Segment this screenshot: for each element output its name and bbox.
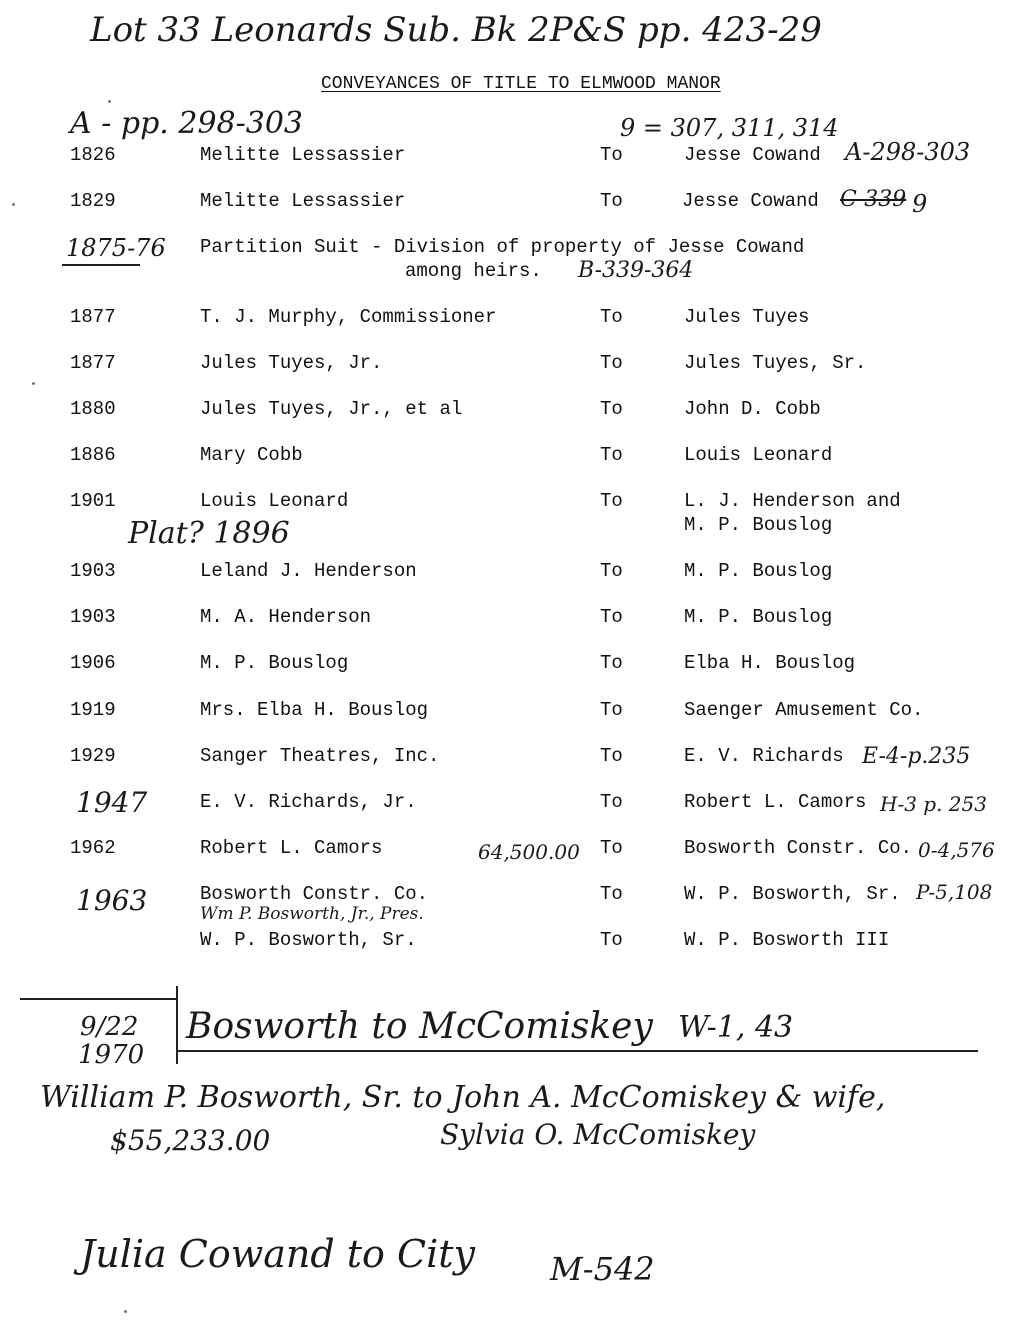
handwritten-row-year: 1875-76 xyxy=(66,234,166,262)
row-grantor: M. A. Henderson xyxy=(200,606,372,628)
row-grantor: W. P. Bosworth, Sr. xyxy=(200,929,417,951)
row-grantor: Melitte Lessassier xyxy=(200,144,406,166)
row-year: 1826 xyxy=(70,144,116,166)
row-grantor: M. P. Bouslog xyxy=(200,652,349,674)
handwritten-row-note: A-298-303 xyxy=(845,138,971,166)
row-grantee: John D. Cobb xyxy=(684,398,821,420)
handwritten-struck-note: C-339 xyxy=(840,187,907,212)
row-year: 1903 xyxy=(70,606,116,628)
handwritten-row-note: Plat? 1896 xyxy=(128,516,290,551)
page-title: CONVEYANCES OF TITLE TO ELMWOOD MANOR xyxy=(321,74,721,94)
row-grantee: W. P. Bosworth III xyxy=(684,929,890,951)
row-grantor: Sanger Theatres, Inc. xyxy=(200,745,440,767)
handwritten-footer-year: 1970 xyxy=(78,1040,145,1070)
handwritten-row-note: P-5,108 xyxy=(916,880,993,904)
row-grantor: Jules Tuyes, Jr., et al xyxy=(200,398,463,420)
row-connector: To xyxy=(600,699,623,721)
row-grantee: Jesse Cowand xyxy=(684,144,821,166)
row-connector: To xyxy=(600,560,623,582)
handwritten-footer-spouse: Sylvia O. McComiskey xyxy=(440,1118,756,1151)
scan-speck xyxy=(108,100,111,103)
handwritten-box-text: Bosworth to McComiskey xyxy=(186,1006,653,1047)
row-grantor: Leland J. Henderson xyxy=(200,560,417,582)
handwritten-box-ref: W-1, 43 xyxy=(678,1010,794,1045)
handwritten-row-note: E-4-p.235 xyxy=(862,744,971,769)
row-year: 1886 xyxy=(70,444,116,466)
row-grantee: Bosworth Constr. Co. xyxy=(684,837,913,859)
row-connector: To xyxy=(600,144,623,166)
row-grantor: T. J. Murphy, Commissioner xyxy=(200,306,497,328)
row-grantee: Jules Tuyes xyxy=(684,306,810,328)
row-grantee: Elba H. Bouslog xyxy=(684,652,856,674)
handwritten-row-note: B-339-364 xyxy=(578,258,694,283)
row-connector: To xyxy=(600,490,623,512)
row-grantor: Mary Cobb xyxy=(200,444,303,466)
handwritten-grantor-note: Wm P. Bosworth, Jr., Pres. xyxy=(200,904,424,924)
handwritten-header-note: Lot 33 Leonards Sub. Bk 2P&S pp. 423-29 xyxy=(90,10,822,50)
row-grantee: M. P. Bouslog xyxy=(684,606,833,628)
row-grantee: W. P. Bosworth, Sr. xyxy=(684,883,901,905)
row-connector: To xyxy=(600,606,623,628)
row-connector: To xyxy=(600,745,623,767)
row-grantee: M. P. Bouslog xyxy=(684,560,833,582)
handwritten-sale-price: 64,500.00 xyxy=(478,840,580,864)
handwritten-footer-line1: William P. Bosworth, Sr. to John A. McComiskey & wife, xyxy=(40,1080,886,1115)
handwritten-footer-amount: $55,233.00 xyxy=(110,1124,271,1157)
row-connector: To xyxy=(600,444,623,466)
handwritten-row-note: 0-4,576 xyxy=(918,838,995,862)
row-grantee: E. V. Richards xyxy=(684,745,844,767)
row-grantee: Jules Tuyes, Sr. xyxy=(684,352,867,374)
row-grantor: Mrs. Elba H. Bouslog xyxy=(200,699,429,721)
row-connector: To xyxy=(600,791,623,813)
row-year: 1877 xyxy=(70,352,116,374)
row-connector: To xyxy=(600,352,623,374)
row-year: 1903 xyxy=(70,560,116,582)
row-connector: To xyxy=(600,837,623,859)
row-grantor: Melitte Lessassier xyxy=(200,190,406,212)
row-grantee: Saenger Amusement Co. xyxy=(684,699,924,721)
row-grantor: Louis Leonard xyxy=(200,490,349,512)
handwritten-underline xyxy=(62,264,140,266)
footer-rule-bottom xyxy=(178,1050,978,1052)
handwritten-row-year: 1947 xyxy=(76,786,148,819)
row-connector: To xyxy=(600,306,623,328)
row-grantee: Robert L. Camors xyxy=(684,791,867,813)
row-year: 1877 xyxy=(70,306,116,328)
footer-rule-top-left xyxy=(20,998,178,1000)
handwritten-ref-left: A - pp. 298-303 xyxy=(70,106,304,141)
handwritten-row-note: 9 xyxy=(912,190,928,218)
row-year: 1829 xyxy=(70,190,116,212)
row-connector: To xyxy=(600,929,623,951)
row-grantor: Bosworth Constr. Co. xyxy=(200,883,429,905)
row-grantor: E. V. Richards, Jr. xyxy=(200,791,417,813)
row-connector: To xyxy=(600,883,623,905)
row-grantee: Louis Leonard xyxy=(684,444,833,466)
row-connector: To xyxy=(600,652,623,674)
handwritten-row-note: H-3 p. 253 xyxy=(880,792,987,816)
handwritten-final-note: Julia Cowand to City xyxy=(80,1232,475,1276)
row-grantor: Robert L. Camors xyxy=(200,837,383,859)
row-year: 1919 xyxy=(70,699,116,721)
handwritten-ref-right: 9 = 307, 311, 314 xyxy=(620,114,839,142)
scan-speck xyxy=(12,203,15,206)
row-grantee: Jesse Cowand xyxy=(682,190,819,212)
row-grantee-line2: M. P. Bouslog xyxy=(684,514,833,536)
row-grantor: Partition Suit - Division of property of Jesse Cowand xyxy=(200,236,805,258)
row-connector: To xyxy=(600,398,623,420)
row-connector: To xyxy=(600,190,623,212)
row-year: 1929 xyxy=(70,745,116,767)
row-year: 1962 xyxy=(70,837,116,859)
footer-rule-vertical xyxy=(176,986,178,1064)
handwritten-footer-date: 9/22 xyxy=(80,1012,139,1042)
handwritten-final-ref: M-542 xyxy=(550,1250,655,1288)
row-year: 1906 xyxy=(70,652,116,674)
row-grantor-line2: among heirs. xyxy=(405,260,542,282)
row-year: 1880 xyxy=(70,398,116,420)
row-year: 1901 xyxy=(70,490,116,512)
scan-speck xyxy=(124,1310,127,1313)
scan-speck xyxy=(32,382,35,385)
handwritten-row-year: 1963 xyxy=(76,884,148,917)
row-grantor: Jules Tuyes, Jr. xyxy=(200,352,383,374)
row-grantee: L. J. Henderson and xyxy=(684,490,901,512)
